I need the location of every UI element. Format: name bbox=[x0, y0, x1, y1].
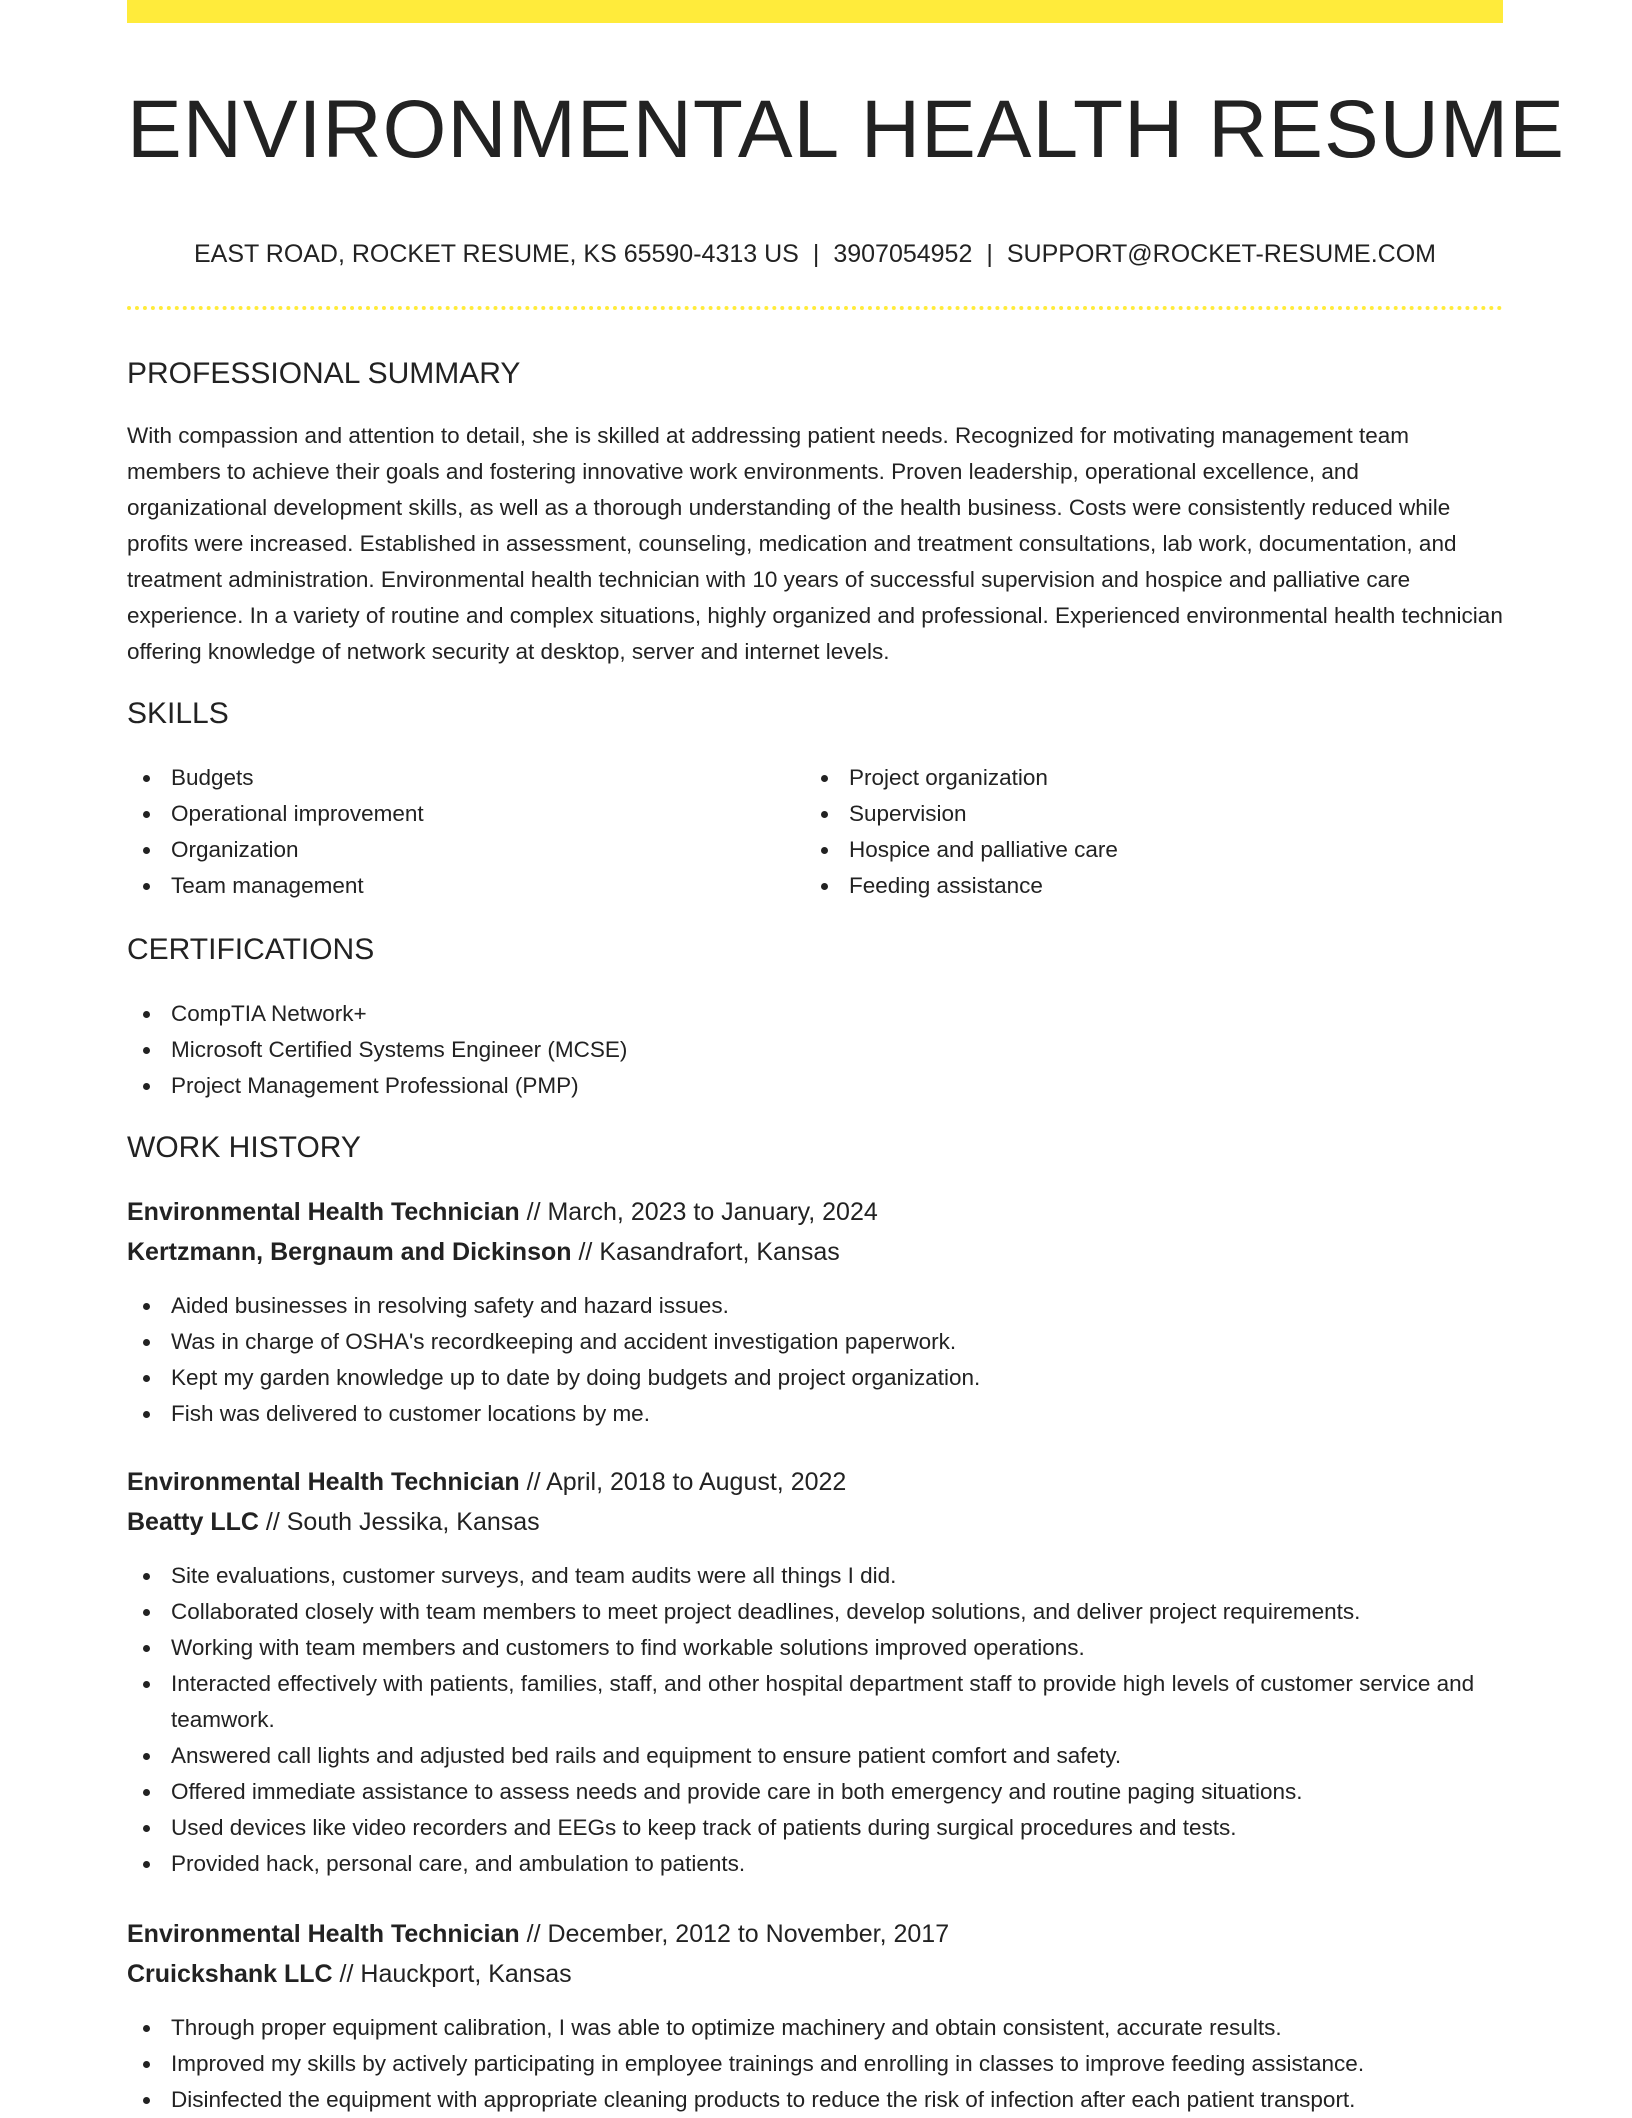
job-company: Kertzmann, Bergnaum and Dickinson bbox=[127, 1238, 572, 1266]
job-location: // South Jessika, Kansas bbox=[258, 1508, 540, 1536]
job-company: Cruickshank LLC bbox=[127, 1960, 333, 1988]
certification-item: Microsoft Certified Systems Engineer (MCSE) bbox=[127, 1032, 627, 1068]
job-dates: // December, 2012 to November, 2017 bbox=[519, 1920, 950, 1948]
job-title: Environmental Health Technician bbox=[127, 1468, 520, 1496]
job-company: Beatty LLC bbox=[127, 1508, 259, 1536]
job-bullet: Interacted effectively with patients, families, staff, and other hospital department staff to provide high levels of customer service and teamwork. bbox=[127, 1666, 1503, 1738]
job-bullet: Aided businesses in resolving safety and hazard issues. bbox=[127, 1288, 980, 1324]
skill-item: Supervision bbox=[805, 796, 1118, 832]
job-bullet: Site evaluations, customer surveys, and team audits were all things I did. bbox=[127, 1558, 1503, 1594]
contact-separator: | bbox=[812, 240, 820, 268]
job-dates: // March, 2023 to January, 2024 bbox=[519, 1198, 878, 1226]
summary-heading: PROFESSIONAL SUMMARY bbox=[127, 357, 521, 390]
job-bullet: Improved my skills by actively participating in employee trainings and enrolling in classes to improve feeding assistance. bbox=[127, 2046, 1364, 2082]
skills-list-left bbox=[127, 760, 424, 904]
job-company-line bbox=[127, 1504, 540, 1540]
job-bullet: Disinfected the equipment with appropriate cleaning products to reduce the risk of infection after each patient transport. bbox=[127, 2082, 1364, 2118]
skills-heading: SKILLS bbox=[127, 697, 229, 730]
job-bullet: Provided hack, personal care, and ambulation to patients. bbox=[127, 1846, 1503, 1882]
job-company-line bbox=[127, 1234, 840, 1270]
resume-title: ENVIRONMENTAL HEALTH RESUME bbox=[127, 84, 1565, 175]
job-bullets bbox=[127, 1288, 980, 1432]
job-bullet: Used devices like video recorders and EEGs to keep track of patients during surgical procedures and tests. bbox=[127, 1810, 1503, 1846]
job-bullet: Working with team members and customers to find workable solutions improved operations. bbox=[127, 1630, 1503, 1666]
job-bullet: Fish was delivered to customer locations by me. bbox=[127, 1396, 980, 1432]
job-title-line bbox=[127, 1194, 878, 1230]
skill-item: Feeding assistance bbox=[805, 868, 1118, 904]
certification-item: Project Management Professional (PMP) bbox=[127, 1068, 627, 1104]
skill-item: Project organization bbox=[805, 760, 1118, 796]
contact-email: SUPPORT@ROCKET-RESUME.COM bbox=[1006, 240, 1437, 268]
job-bullet: Offered immediate assistance to assess needs and provide care in both emergency and routine paging situations. bbox=[127, 1774, 1503, 1810]
summary-text: With compassion and attention to detail, she is skilled at addressing patient needs. Recognized for motivating management team members to achieve their goals and fostering innovative work environments. Proven leadership, operational excellence, and organizational development skills, as well as a thorough understanding of the health business. Costs were consistently reduced while profits were increased. Established in assessment, counseling, medication and treatment consultations, lab work, documentation, and treatment administration. Environmental health technician with 10 years of successful supervision and hospice and palliative care experience. In a variety of routine and complex situations, highly organized and professional. Experienced environmental health technician offering knowledge of network security at desktop, server and internet levels. bbox=[127, 423, 1503, 664]
skill-item: Budgets bbox=[127, 760, 424, 796]
top-accent-bar bbox=[127, 0, 1503, 23]
job-title-line bbox=[127, 1464, 846, 1500]
job-title-line bbox=[127, 1916, 949, 1952]
job-bullet: Kept my garden knowledge up to date by doing budgets and project organization. bbox=[127, 1360, 980, 1396]
certification-item: CompTIA Network+ bbox=[127, 996, 627, 1032]
job-bullet: Answered call lights and adjusted bed rails and equipment to ensure patient comfort and safety. bbox=[127, 1738, 1503, 1774]
job-title: Environmental Health Technician bbox=[127, 1198, 520, 1226]
job-bullets bbox=[127, 1558, 1503, 1882]
job-location: // Hauckport, Kansas bbox=[332, 1960, 572, 1988]
skills-list-right bbox=[805, 760, 1118, 904]
certifications-list bbox=[127, 996, 627, 1104]
contact-line bbox=[127, 236, 1503, 272]
job-dates: // April, 2018 to August, 2022 bbox=[519, 1468, 847, 1496]
job-company-line bbox=[127, 1956, 572, 1992]
skill-item: Operational improvement bbox=[127, 796, 424, 832]
skill-item: Hospice and palliative care bbox=[805, 832, 1118, 868]
job-location: // Kasandrafort, Kansas bbox=[571, 1238, 840, 1266]
job-bullets bbox=[127, 2010, 1364, 2118]
certifications-heading: CERTIFICATIONS bbox=[127, 933, 375, 966]
dotted-divider bbox=[127, 306, 1503, 310]
job-title: Environmental Health Technician bbox=[127, 1920, 520, 1948]
job-bullet: Collaborated closely with team members to meet project deadlines, develop solutions, and deliver project requirements. bbox=[127, 1594, 1503, 1630]
job-bullet: Through proper equipment calibration, I was able to optimize machinery and obtain consistent, accurate results. bbox=[127, 2010, 1364, 2046]
skill-item: Team management bbox=[127, 868, 424, 904]
job-bullet: Was in charge of OSHA's recordkeeping and accident investigation paperwork. bbox=[127, 1324, 980, 1360]
contact-phone: 3907054952 bbox=[833, 240, 973, 268]
skill-item: Organization bbox=[127, 832, 424, 868]
work-history-heading: WORK HISTORY bbox=[127, 1131, 361, 1164]
contact-separator: | bbox=[986, 240, 993, 268]
contact-address: EAST ROAD, ROCKET RESUME, KS 65590-4313 US bbox=[193, 240, 799, 268]
